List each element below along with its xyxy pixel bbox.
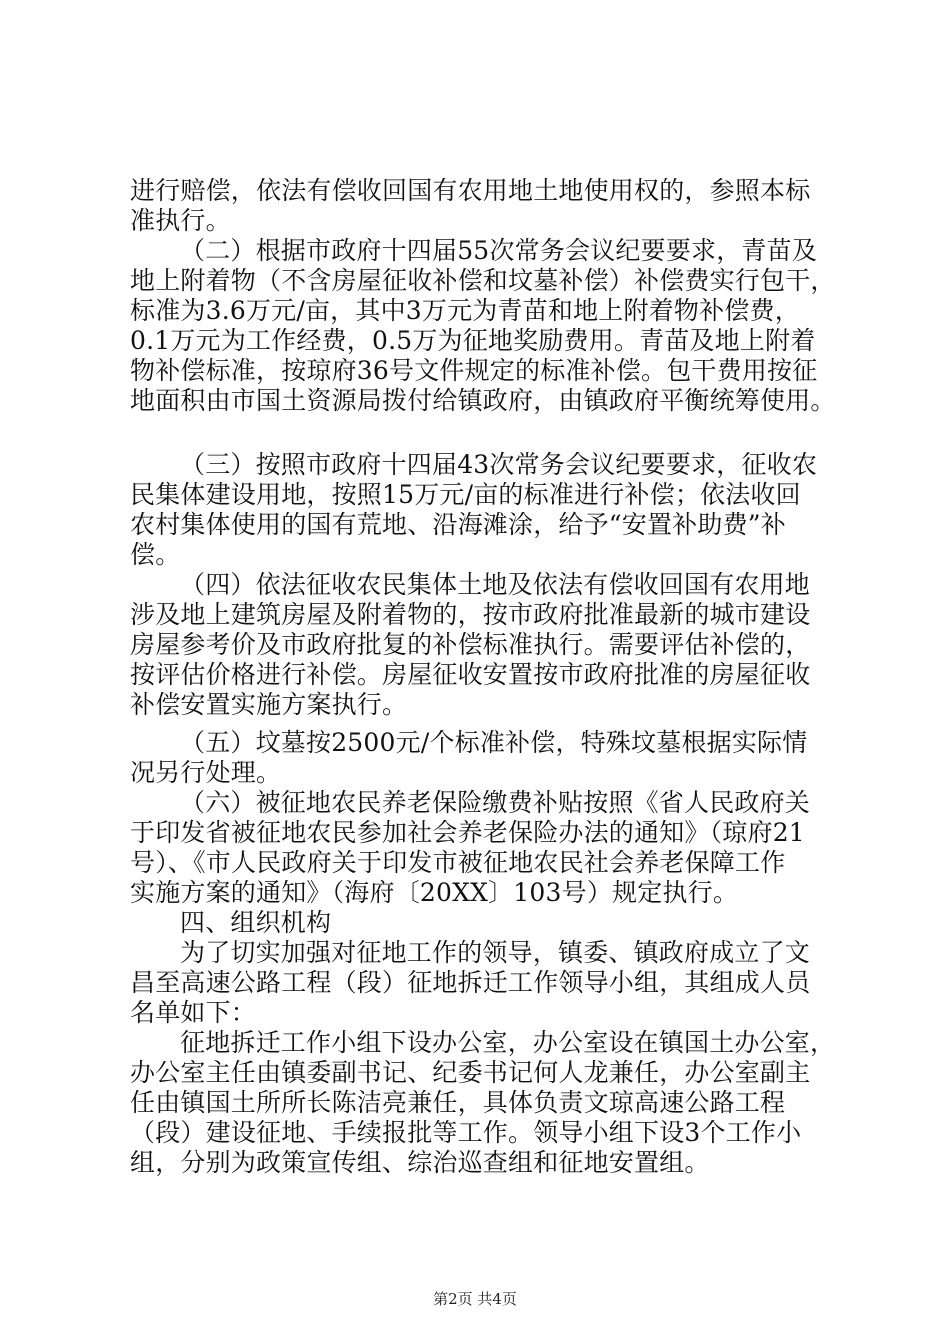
paragraph-line: 号）、《市人民政府关于印发市被征地农民社会养老保障工作 xyxy=(130,848,786,877)
paragraph-line: 涉及地上建筑房屋及附着物的，按市政府批准最新的城市建设 xyxy=(130,600,811,629)
paragraph-line: 民集体建设用地，按照15万元/亩的标准进行补偿；依法收回 xyxy=(130,480,801,509)
page-number-footer: 第2页 共4页 xyxy=(433,1290,517,1308)
paragraph-line: 标准为3.6万元/亩，其中3万元为青苗和地上附着物补偿费， xyxy=(130,296,800,325)
paragraph-line: 进行赔偿，依法有偿收回国有农用地土地使用权的，参照本标 xyxy=(130,176,811,205)
paragraph-line: 组，分别为政策宣传组、综治巡查组和征地安置组。 xyxy=(130,1148,710,1177)
paragraph-line: （四）依法征收农民集体土地及依法有偿收回国有农用地 xyxy=(180,570,811,599)
paragraph-line: 农村集体使用的国有荒地、沿海滩涂，给予“安置补助费”补 xyxy=(130,510,786,539)
paragraph-line: 于印发省被征地农民参加社会养老保险办法的通知》（琼府21 xyxy=(130,818,805,847)
paragraph-line: 昌至高速公路工程（段）征地拆迁工作领导小组，其组成人员 xyxy=(130,968,811,997)
paragraph-line: 任由镇国土所所长陈洁亮兼任，具体负责文琼高速公路工程 xyxy=(130,1088,786,1117)
paragraph-line: （段）建设征地、手续报批等工作。领导小组下设3个工作小 xyxy=(130,1118,802,1147)
paragraph-line: 征地拆迁工作小组下设办公室，办公室设在镇国土办公室， xyxy=(180,1028,836,1057)
paragraph-line: 按评估价格进行补偿。房屋征收安置按市政府批准的房屋征收 xyxy=(130,660,811,689)
paragraph-line: 偿。 xyxy=(130,540,181,569)
paragraph-line: 况另行处理。 xyxy=(130,758,282,787)
paragraph-line: 房屋参考价及市政府批复的补偿标准执行。需要评估补偿的， xyxy=(130,630,811,659)
paragraph-line: 准执行。 xyxy=(130,206,231,235)
paragraph-line: （六）被征地农民养老保险缴费补贴按照《省人民政府关 xyxy=(180,788,811,817)
paragraph-line: 补偿安置实施方案执行。 xyxy=(130,690,408,719)
paragraph-line: 为了切实加强对征地工作的领导，镇委、镇政府成立了文 xyxy=(180,938,811,967)
paragraph-line: 实施方案的通知》（海府〔20XX〕103号）规定执行。 xyxy=(130,878,739,907)
paragraph-line: （五）坟墓按2500元/个标准补偿，特殊坟墓根据实际情 xyxy=(180,728,808,757)
paragraph-line: （二）根据市政府十四届55次常务会议纪要要求，青苗及 xyxy=(180,236,818,265)
paragraph-line: （三）按照市政府十四届43次常务会议纪要要求，征收农 xyxy=(180,450,818,479)
paragraph-line: 地上附着物（不含房屋征收补偿和坟墓补偿）补偿费实行包干， xyxy=(130,266,836,295)
section-heading: 四、组织机构 xyxy=(180,908,332,937)
paragraph-line: 物补偿标准，按琼府36号文件规定的标准补偿。包干费用按征 xyxy=(130,356,818,385)
paragraph-line: 办公室主任由镇委副书记、纪委书记何人龙兼任，办公室副主 xyxy=(130,1058,811,1087)
paragraph-line: 地面积由市国土资源局拨付给镇政府，由镇政府平衡统筹使用。 xyxy=(130,386,836,415)
paragraph-line: 0.1万元为工作经费，0.5万为征地奖励费用。青苗及地上附着 xyxy=(130,326,816,355)
paragraph-line: 名单如下： xyxy=(130,998,257,1027)
